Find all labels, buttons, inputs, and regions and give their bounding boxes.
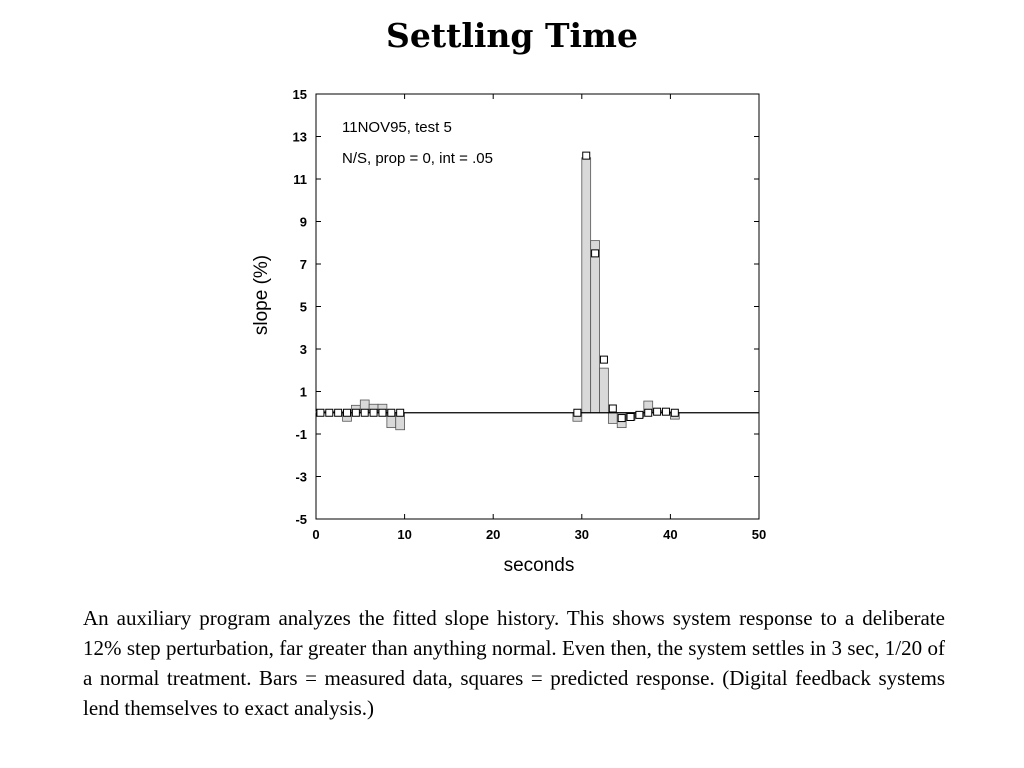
x-tick-label: 40 [663,527,678,542]
predicted-square-marker [636,411,643,418]
y-tick-label: -5 [295,512,307,527]
y-tick-label: -1 [295,427,307,442]
predicted-square-marker [370,409,377,416]
predicted-square-marker [574,409,581,416]
x-tick-label: 10 [397,527,412,542]
y-tick-label: 7 [299,257,307,272]
predicted-square-marker [326,409,333,416]
predicted-square-marker [317,409,324,416]
data-bar [591,241,600,413]
annotation-test-id: 11NOV95, test 5 [342,119,452,136]
y-tick-label: 11 [293,172,307,187]
y-tick-label: 9 [299,214,307,230]
y-tick-label: 5 [299,299,307,315]
y-tick-label: 3 [299,342,307,357]
y-tick-label: 15 [292,87,307,102]
annotation-params: N/S, prop = 0, int = .05 [342,150,493,167]
predicted-square-marker [671,409,678,416]
x-tick-label: 0 [312,527,320,542]
caption: An auxiliary program analyzes the fitted slope history. This shows system response to a deliberate 12% step perturbation, far greater than anything normal. Even then, the system settles in 3 sec, 1/20 of a normal treatment. Bars = measured data, squares = predicted response. (Digital feedback systems lend themselves to exact analysis.) [83,606,945,720]
predicted-square-marker [609,405,616,412]
predicted-square-marker [583,152,590,159]
y-tick-label: 1 [299,384,307,400]
x-tick-label: 20 [485,527,501,542]
predicted-square-marker [645,409,652,416]
predicted-square-marker [600,356,607,363]
predicted-square-marker [361,409,368,416]
predicted-square-marker [627,414,634,421]
predicted-square-marker [388,409,395,416]
data-bar [582,158,591,413]
y-tick-label: 13 [292,129,307,145]
predicted-square-marker [335,409,342,416]
x-tick-label: 30 [574,527,590,542]
predicted-square-marker [592,250,599,257]
x-axis-title: seconds [503,555,575,576]
predicted-square-marker [344,409,351,416]
predicted-square-marker [352,409,359,416]
predicted-square-marker [618,415,625,422]
x-tick-label: 50 [751,527,767,542]
predicted-square-marker [379,409,386,416]
data-bar [608,413,617,424]
predicted-square-marker [662,408,669,415]
slide-title: Settling Time [386,16,638,55]
predicted-square-marker [654,408,661,415]
predicted-square-marker [397,409,404,416]
y-axis-title: slope (%) [251,254,272,336]
data-bar [600,368,609,413]
y-tick-label: -3 [295,469,307,485]
